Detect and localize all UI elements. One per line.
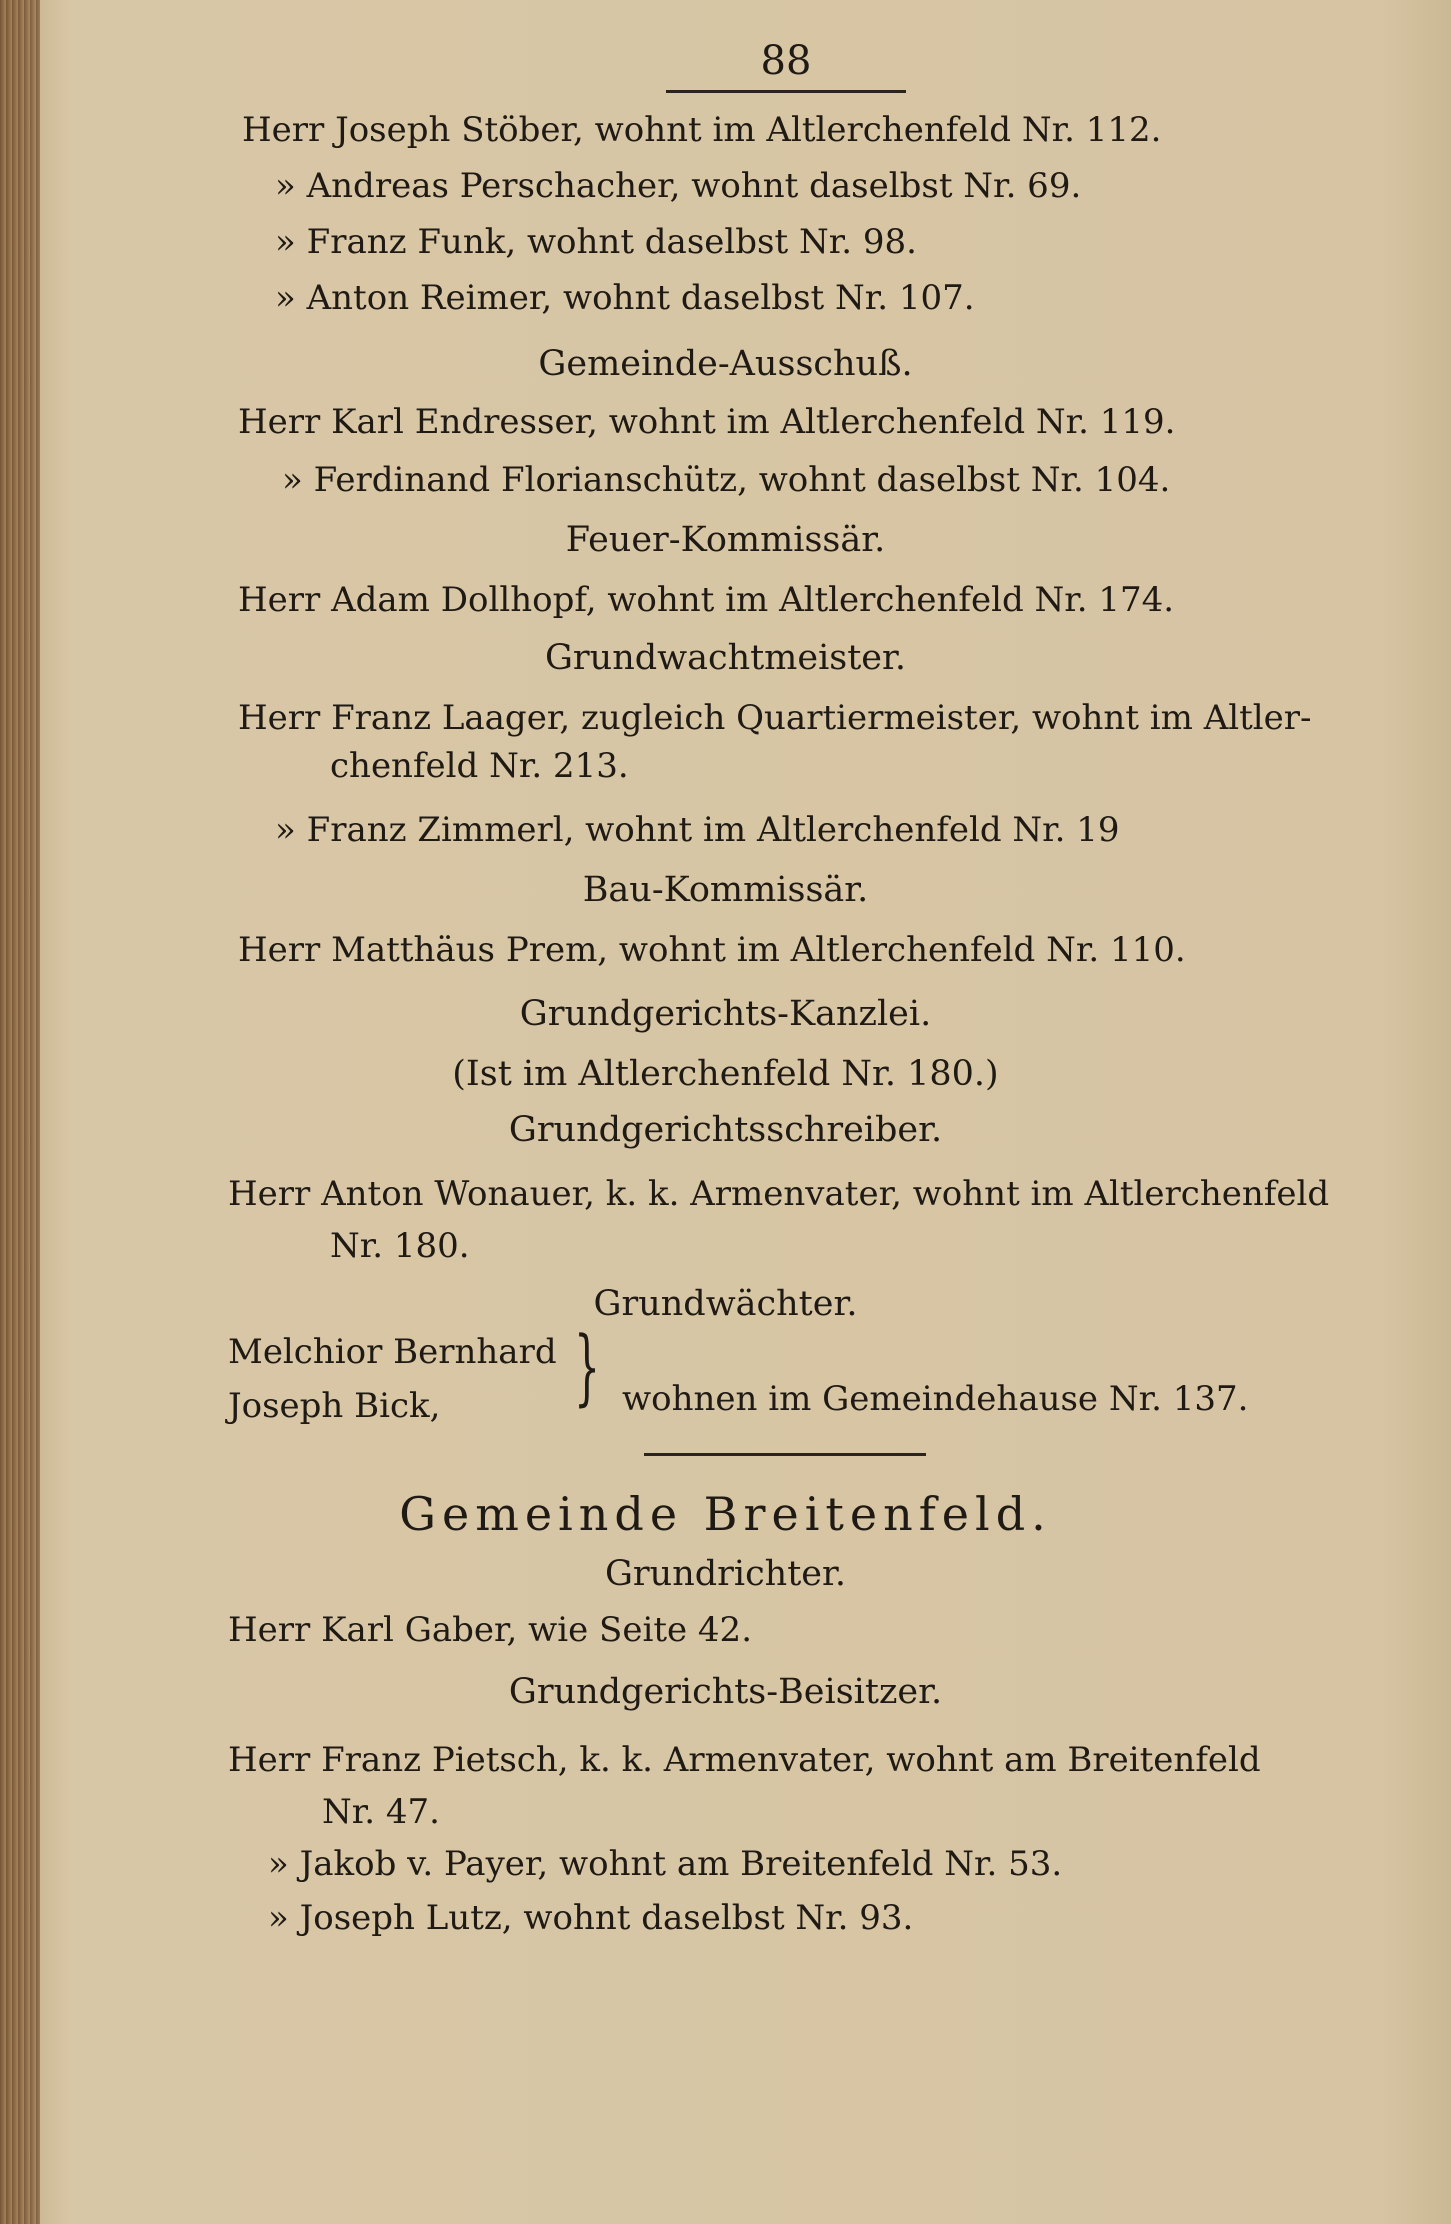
entry-line: Herr Matthäus Prem, wohnt im Altlerchenfeld Nr. 110.: [238, 930, 1186, 970]
entry-line: Melchior Bernhard: [228, 1332, 557, 1372]
section-heading: Feuer-Kommissär.: [565, 520, 886, 560]
shared-address: wohnen im Gemeindehause Nr. 137.: [622, 1379, 1249, 1419]
entry-line: » Franz Zimmerl, wohnt im Altlerchenfeld Nr. 19: [275, 810, 1120, 850]
entry-line: Herr Karl Gaber, wie Seite 42.: [228, 1610, 752, 1650]
entry-line: » Jakob v. Payer, wohnt am Breitenfeld Nr. 53.: [268, 1844, 1063, 1884]
entry-line: » Ferdinand Florianschütz, wohnt daselbst Nr. 104.: [282, 460, 1171, 500]
section-heading: Grundgerichtsschreiber.: [508, 1110, 943, 1150]
section-heading: Grundgerichts-Beisitzer.: [508, 1672, 943, 1712]
section-note: (Ist im Altlerchenfeld Nr. 180.): [452, 1054, 999, 1094]
entry-line: » Andreas Perschacher, wohnt daselbst Nr. 69.: [275, 166, 1082, 206]
section-heading: Grundgerichts-Kanzlei.: [519, 994, 932, 1034]
grouping-brace: }: [574, 1320, 601, 1415]
section-heading: Gemeinde-Ausschuß.: [538, 344, 913, 384]
entry-line: Herr Franz Laager, zugleich Quartiermeister, wohnt im Altler-: [238, 698, 1312, 738]
section-heading: Grundwächter.: [593, 1284, 858, 1324]
section-heading: Grundrichter.: [604, 1554, 847, 1594]
entry-line: » Joseph Lutz, wohnt daselbst Nr. 93.: [268, 1898, 914, 1938]
entry-line: Joseph Bick,: [228, 1386, 441, 1426]
municipality-title: Gemeinde Breitenfeld.: [399, 1487, 1052, 1541]
entry-line: Herr Franz Pietsch, k. k. Armenvater, wohnt am Breitenfeld: [228, 1740, 1261, 1780]
entry-line: Herr Anton Wonauer, k. k. Armenvater, wohnt im Altlerchenfeld: [228, 1174, 1330, 1214]
entry-line: Herr Karl Endresser, wohnt im Altlerchenfeld Nr. 119.: [238, 402, 1176, 442]
section-heading: Bau-Kommissär.: [582, 870, 869, 910]
section-heading: Grundwachtmeister.: [544, 638, 907, 678]
entry-line: chenfeld Nr. 213.: [330, 746, 629, 786]
entry-line: » Anton Reimer, wohnt daselbst Nr. 107.: [275, 278, 975, 318]
entry-line: Nr. 47.: [322, 1792, 440, 1832]
entry-line: Nr. 180.: [330, 1226, 470, 1266]
entry-line: » Franz Funk, wohnt daselbst Nr. 98.: [275, 222, 917, 262]
section-divider: [644, 1453, 926, 1456]
entry-line: Herr Joseph Stöber, wohnt im Altlerchenfeld Nr. 112.: [242, 110, 1162, 150]
page-number: 88: [666, 38, 906, 93]
entry-line: Herr Adam Dollhopf, wohnt im Altlerchenfeld Nr. 174.: [238, 580, 1175, 620]
